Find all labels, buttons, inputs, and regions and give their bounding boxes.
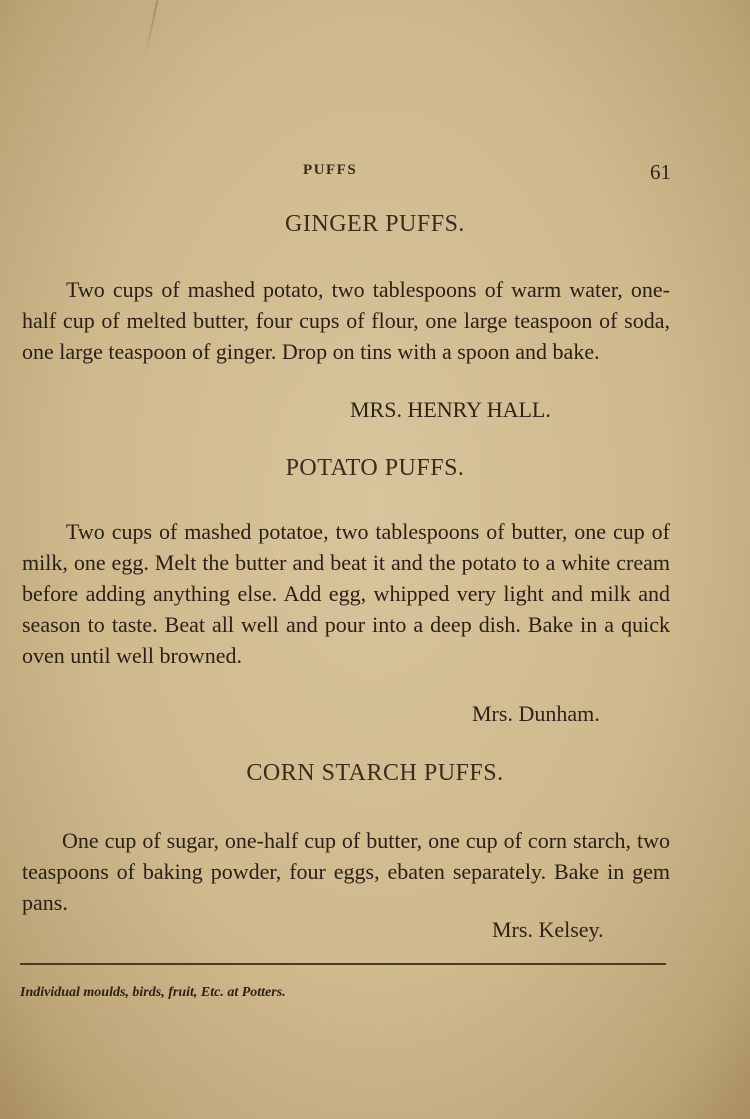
footer-rule [20,963,666,965]
recipe-body-corn-starch-puffs: One cup of sugar, one-half cup of butter, one cup of corn starch, two teaspoons of baking powder, four eggs, ebaten separately. Bake in gem pans. [22,828,670,915]
recipe-title-corn-starch-puffs: CORN STARCH PUFFS. [246,760,504,786]
running-head [0,160,750,186]
paper-crease [144,0,158,59]
footer-advertisement: Individual moulds, birds, fruit, Etc. at Potters. [20,985,286,1000]
recipe-author-corn-starch-puffs: Mrs. Kelsey. [492,917,604,942]
page-number: 61 [650,160,671,184]
recipe-title-ginger-puffs: GINGER PUFFS. [285,211,465,237]
recipe-author-ginger-puffs: MRS. HENRY HALL. [350,397,551,422]
recipe-body-potato-puffs: Two cups of mashed potatoe, two tablespoons of butter, one cup of milk, one egg. Melt the butter and beat it and the potato to a white cream before adding anything else. Add egg, whipped very light and milk and season to taste. Beat all well and pour into a deep dish. Bake in a quick oven until well browned. [22,519,670,668]
recipe-body-ginger-puffs: Two cups of mashed potato, two tablespoons of warm water, one-half cup of melted butter, four cups of flour, one large teaspoon of soda, one large teaspoon of ginger. Drop on tins with a spoon and bake. [22,277,670,364]
recipe-title-potato-puffs: POTATO PUFFS. [285,455,465,481]
recipe-author-potato-puffs: Mrs. Dunham. [472,701,600,726]
running-head-section: PUFFS [303,162,358,178]
